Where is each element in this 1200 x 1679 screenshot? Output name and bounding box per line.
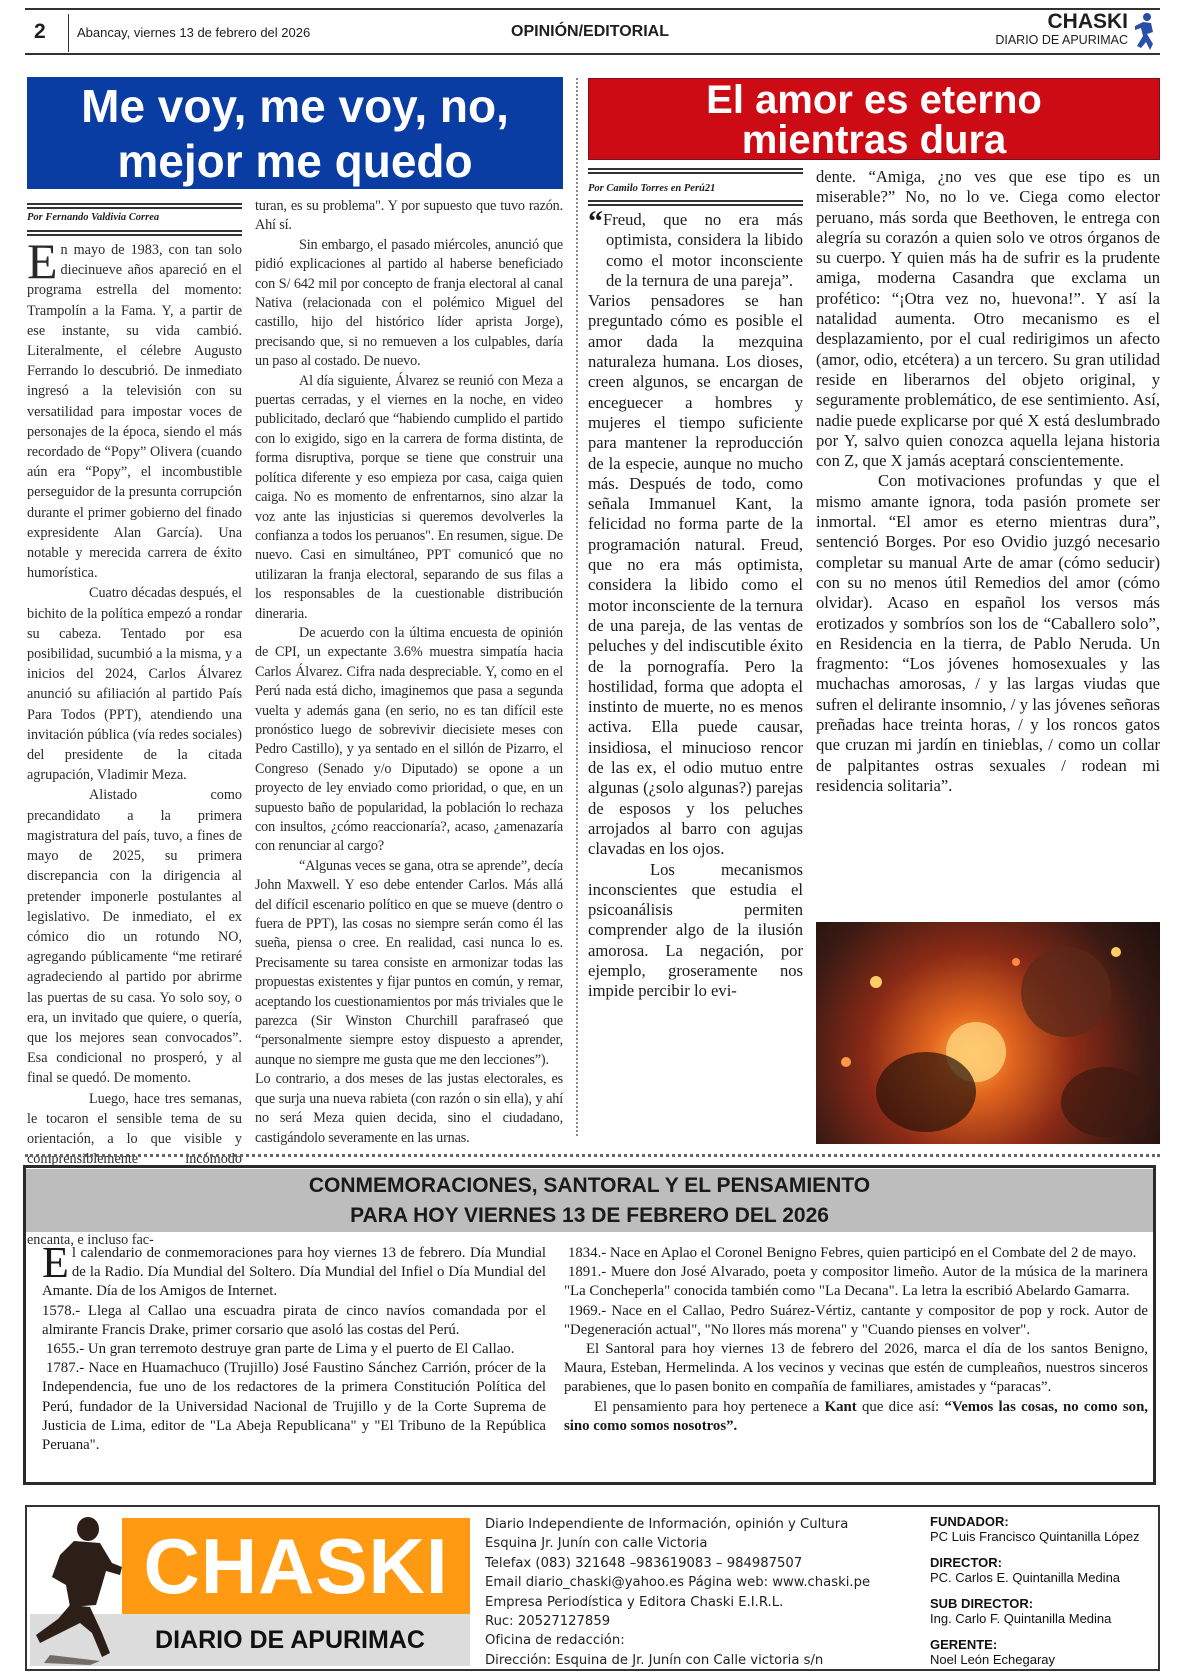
byline-rule [27,203,242,209]
brand-name: CHASKI [1047,10,1128,33]
staff-role: FUNDADOR: [930,1514,1009,1529]
paragraph: 1655.- Un gran terremoto destruye gran parte de Lima y el puerto de El Callao. [46,1341,515,1358]
logo-name: CHASKI [122,1518,470,1614]
info-line: Telefax (083) 321648 –983619083 – 984987507 [485,1555,803,1571]
conmemoraciones-left [42,1238,546,1479]
column-divider [576,78,578,1136]
paragraph: En mayo de 1983, con tan solo diecinueve años apareció en el programa estrella del momento: Trampolín a la Fama. Y, a partir de ese instante, su vida cambió. Literalmente, el célebre Augusto Ferrando lo descubrió. De inmediato ingresó a la televisión con su versatilidad para impostar voces de personajes de la época, siendo el más recordado de “Popy” Olivera (cuando aún era “Popy”, el incombustible perseguidor de la presunta corrupción durante el primer gobierno del finado expresidente Alan García). Una notable y merecida carrera de éxito humorística. [27,233,242,582]
paragraph: turan, es su problema". Y por supuesto que tuvo razón. Ahí sí. [255,198,563,234]
date-line: Abancay, viernes 13 de febrero del 2026 [77,25,311,40]
paragraph: 1891.- Muere don José Alvarado, poeta y compositor limeño. Autor de la música de la marinera "La Concheperla" conocida también como "La Decana". La letra la escribió Abelardo Gamarra. [564,1264,1148,1300]
header-top-rule [25,8,1160,10]
staff-list [930,1515,1140,1679]
paragraph: Alistado como precandidato a la primera magistratura del país, tuvo, a fines de mayo de 2025, su primera discrepancia con la dirigencia al pretender imponerle postulantes al legislativo. De inmediato, el ex cómico dio un rotundo NO, agregando públicamente “me retiraré agradeciendo al partido por abrirme las puertas de su casa. Yo solo soy, o era, un invitado que quiere, o quería, que los mejores sean convocados”. Esa condicional no prosperó, y al final se quedó. De momento. [27,787,242,1087]
thought-author: Kant [824,1398,857,1415]
paragraph: Luego, hace tres semanas, le tocaron el sensible tema de su orientación, a lo que visible y comprensiblemente incómodo encanta, e incluso fac- [27,1090,242,1248]
article-illustration [816,922,1160,1144]
paragraph: El calendario de conmemoraciones para hoy viernes 13 de febrero. Día Mundial de la Radio. Día Mundial del Soltero. Día Mundial del Infiel o Día Mundial del Amante. Día de los Amigos de Internet. [42,1238,546,1300]
header-bottom-rule [25,53,1160,55]
thought-mid: que dice así: [856,1398,945,1415]
pull-quote [588,205,803,291]
article-headline [27,77,563,189]
thought-quote: “Vemos las cosas, no como son, sino como somos nosotros”. [564,1398,1149,1434]
staff-name: PC Luis Francisco Quintanilla López [930,1529,1140,1544]
article-column [816,167,1160,917]
byline-rule [588,168,803,174]
article-headline [588,78,1160,160]
section-separator [25,1154,1160,1157]
staff-role: DIRECTOR: [930,1555,1002,1570]
info-line: Esquina Jr. Junín con calle Victoria [485,1536,708,1552]
article-column [255,197,563,1149]
byline: Por Camilo Torres en Perú21 [588,183,716,194]
paragraph: 1969.- Nace en el Callao, Pedro Suárez-Vértiz, cantante y compositor de pop y rock. Autor de "Degeneración actual", "No llores más morena" y "Cuando pienses en volver". [564,1302,1148,1338]
brand [995,11,1128,47]
staff-role: GERENTE: [930,1637,998,1652]
headline-line: El amor es eterno [706,78,1042,122]
paragraph: Al día siguiente, Álvarez se reunió con Meza a puertas cerradas, y el viernes en la noche, en video publicitado, declaró que “habiendo cumplido el partido con lo exigido, sigo en la carrera de forma distinta, de forma disruptiva, porque se tiene que construir una política diferente y eso empieza por casa, caiga quien caiga. No es momento de enfrentarnos, sino alzar la voz ante las injusticias si queremos devolverles la confianza a todos los peruanos". En resumen, sigue. De nuevo. Casi en simultáneo, PPT comunicó que no utilizaran la franja electoral, separando de sus filas a los responsables de la cuestionable distribución dineraria. [255,372,563,622]
staff-role: SUB DIRECTOR: [930,1596,1034,1611]
conmemoraciones-title [26,1169,1153,1232]
title-line: PARA HOY VIERNES 13 DE FEBRERO DEL 2026 [350,1204,829,1227]
info-line: Dirección: Esquina de Jr. Junín con Calle victoria s/n [485,1652,824,1668]
paragraph: De acuerdo con la última encuesta de opinión de CPI, un expectante 3.6% muestra simpatía hacia Carlos Álvarez. Cifra nada despreciable. Y, como en el Perú nada está dicho, imaginemos que pasa a segunda vuelta y además gana (en serio, no es tan difícil este pronóstico luego de sobrevivir diecisiete meses con Pedro Castillo), y ya sentado en el sillón de Pizarro, el Congreso (Senado y/o Diputado) se opone a un proyecto de ley enviado como prioridad, o que, en un supuesto baño de popularidad, la población lo rechaza con insultos, ¿cómo reaccionaría?, acaso, ¿amenazaría con renunciar al cargo? [255,624,563,855]
thought-paragraph [564,1398,1148,1436]
paragraph: 1578.- Llega al Callao una escuadra pirata de cinco navíos comandada por el almirante Francis Drake, primer corsario que asoló las costas del Perú. [42,1302,546,1338]
thought-prefix: El pensamiento para hoy pertenece a [594,1398,825,1415]
paragraph: Sin embargo, el pasado miércoles, anunció que pidió explicaciones al partido al haberse beneficiado con S/ 642 mil por concepto de franja electoral al canal Nativa (relacionada con el polémico Miguel del castillo, hijo del histórico líder aprista Jorge), precisando que, si no remueven a los culpables, daría un paso al costado. De nuevo. [255,236,563,370]
pull-quote-text: Freud, que no era más optimista, considera la libido como el motor inconsciente de la ternura de una pareja”. [603,210,803,290]
byline-rule [27,230,242,236]
byline: Por Fernando Valdivia Correa [27,212,160,223]
section-title: OPINIÓN/EDITORIAL [511,23,669,40]
runner-logo-icon [30,1515,130,1667]
staff-name: Ing. Carlo F. Quintanilla Medina [930,1611,1112,1626]
paragraph: dente. “Amiga, ¿no ves que ese tipo es un miserable?” No, no lo ve. Ciega como elector peruano, más sorda que Beethoven, le entrega con alegría su corazón a quien solo ve otros órganos de su cuerpo. Y quien más ha de sufrir es la prudente amiga, moderna Casandra que exclama un profético: “¡Otra vez no, huevona!”. Y así la natalidad aumenta. Otro mecanismo es el desplazamiento, por el cual redirigimos un afecto (amor, odio, etcétera) a un tercero. Su gran utilidad reside en liberarnos del objeto original, y seguramente problemático, de ese sentimiento. Así, nadie puede explicarse por qué X está deslumbrado por Y, salvo quien conozca aquella lejana historia con Z, que X jamás aceptará conscientemente. [816,167,1160,471]
info-line: Email diario_chaski@yahoo.es Página web: www.chaski.pe [485,1575,871,1591]
paragraph: 1787.- Nace en Huamachuco (Trujillo) José Faustino Sánchez Carrión, prócer de la Independencia, fue uno de los redactores de la primera Constitución Política del Perú, fundador de la Universidad Nacional de Trujillo y de la Corte Suprema de Justicia de Lima, editor de "La Abeja Republicana" y "El Tribuno de la República Peruana". [42,1360,546,1454]
staff-name: PC. Carlos E. Quintanilla Medina [930,1570,1121,1585]
paragraph: Con motivaciones profundas y que el mismo amante ignora, toda pasión promete ser inmortal. “El amor es eterno mientras dura”, sentenció Borges. Por eso Ovidio juzgó necesario completar su manual Arte de amar (cómo seducir) con su no menos útil Remedios del amor (cómo olvidar). Acaso en español los versos más erotizados y sombríos son los de “Caballero solo”, en Residencia en la tierra, de Pablo Neruda. Un fragmento: “Los jóvenes homosexuales y las muchachas amorosas, / y las largas viudas que sufren el delirante insomnio, / y las jóvenes señoras preñadas hace treinta horas, / y los roncos gatos que cruzan mi jardín en tinieblas, / como un collar de palpitantes ostras sexuales / rodean mi residencia solitaria”. [816,471,1160,795]
logo-subtitle: DIARIO DE APURIMAC [30,1614,470,1666]
paragraph: Cuatro décadas después, el bichito de la política empezó a rondar su cabeza. Tentado por esa posibilidad, sucumbió a la misma, y a inicios del 2024, Carlos Álvarez anunció su afiliación al partido País Para Todos (PPT), atendiendo una invitación pública (vía redes sociales) del presidente de la citada agrupación, Vladimir Meza. [27,585,242,784]
article-column [588,205,803,1001]
byline-rule [588,200,803,206]
brand-subtitle: DIARIO DE APURIMAC [995,33,1128,47]
runner-icon [1133,12,1159,52]
paragraph: Lo contrario, a dos meses de las justas electorales, es que surja una nueva rabieta (con razón o sin ella), y ahí no será Meza quien decida, sino el ciudadano, castigándolo severamente en las urnas. [255,1071,563,1146]
info-line: Empresa Periodística y Editora Chaski E.I.R.L. [485,1594,784,1610]
paragraph: 1834.- Nace en Aplao el Coronel Benigno Febres, quien participó en el Combate del 2 de mayo. [568,1245,1137,1261]
paragraph: El Santoral para hoy viernes 13 de febrero del 2026, marca el día de los santos Benigno, Maura, Esteban, Hermelinda. A los vecinos y vecinas que estén de cumpleaños, nuestros sinceros parabienes, que lo pasen bonito en compañía de familiares, amistades y “paracas”. [564,1341,1148,1396]
headline-line: mientras dura [741,118,1007,162]
info-line: Ruc: 20527127859 [485,1614,611,1630]
paragraph: “Algunas veces se gana, otra se aprende”, decía John Maxwell. Y eso debe entender Carlos. Más allá del difícil escenario político en que se mueve (dentro o fuera de PPT), las cosas no siempre serán como él las sueña, piensa o cree. En realidad, casi nunca lo es. Precisamente su tarea consiste en armonizar todas las propuestas existentes y fijar puntos en común, y remar, aceptando los cuestionamientos por más triviales que le parezca (Sir Winston Churchill parafraseó que “personalmente siempre estoy dispuesto a aprender, aunque no siempre me gusta que me den lecciones”). [255,857,563,1068]
info-line: Oficina de redacción: [485,1633,625,1649]
paragraph: Varios pensadores se han preguntado cómo es posible el amor dada la mezquina naturaleza humana. Los dioses, creen algunos, se encargan de enceguecer a hombres y mujeres el tiempo suficiente para mantener la reproducción de la especie, aunque no mucho más. Después de todo, como señala Immanuel Kant, la felicidad no forma parte de la programación natural. Freud, que no era más optimista, considera la libido como el motor inconsciente de la ternura de una pareja, de las ventas de peluches y del indiscutible éxito de la pornografía. Pero la hostilidad, forma que adopta el instinto de muerte, no es menos activa. Ella puede causar, insidiosa, el minucioso rencor de las ex, el odio mutuo entre algunas (¿solo algunas?) parejas de esposos y los peluches arrojados al barro con agujas clavadas en los ojos. [588,291,803,859]
illustration-art [816,922,1160,1144]
conmemoraciones-right [564,1244,1148,1479]
title-line: CONMEMORACIONES, SANTORAL Y EL PENSAMIENTO [308,1174,871,1197]
staff-name: Noel León Echegaray [930,1652,1056,1667]
article-column [27,233,242,1248]
paragraph: Los mecanismos inconscientes que estudia el psicoanálisis permiten comprender algo de la ilusión amorosa. La negación, por ejemplo, groseramente nos impide percibir lo evi- [588,859,803,1001]
page-number: 2 [34,20,46,43]
headline-line: mejor me quedo [117,135,473,187]
headline-line: Me voy, me voy, no, [81,80,509,132]
quote-mark: “ [588,205,603,238]
masthead-info [485,1515,870,1670]
info-line: Diario Independiente de Información, opinión y Cultura [485,1517,849,1532]
